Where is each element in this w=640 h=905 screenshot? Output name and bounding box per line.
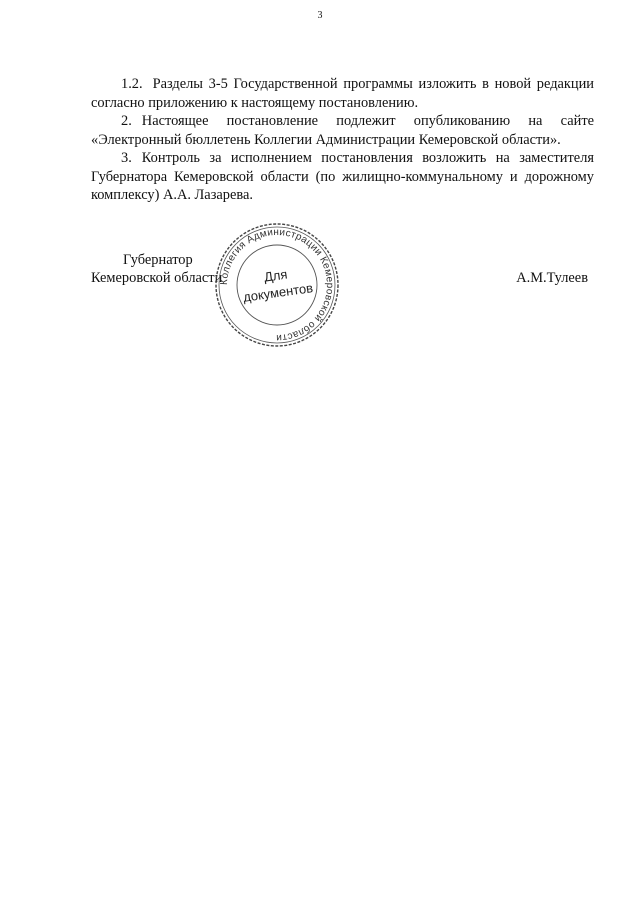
signature-title: Губернатор [123, 252, 193, 268]
paragraph-1 [91, 75, 594, 112]
paragraph-2-text: Настоящее постановление подлежит опубликованию на сайте «Электронный бюллетень Коллегии Администрации Кемеровской области». [91, 113, 594, 148]
official-stamp [214, 222, 340, 348]
paragraph-3-text: Контроль за исполнением постановления возложить на заместителя Губернатора Кемеровской области (по жилищно-коммунальному и дорожному комплексу) А.А. Лазарева. [91, 150, 594, 203]
signature-region: Кемеровской области [91, 270, 223, 286]
stamp-center-line-2: документов [242, 280, 314, 305]
paragraph-3 [91, 149, 594, 205]
document-body [91, 75, 594, 205]
paragraph-2 [91, 112, 594, 149]
paragraph-3-number: 3. [121, 150, 132, 166]
page-number: 3 [317, 10, 323, 21]
stamp-seal-icon [214, 222, 340, 348]
paragraph-1-text: Разделы 3-5 Государственной программы изложить в новой редакции согласно приложению к настоящему постановлению. [91, 76, 594, 111]
signature-name: А.М.Тулеев [516, 270, 588, 286]
stamp-ring-textpath: Коллегия Администрации Кемеровской области [218, 226, 336, 344]
paragraph-1-number: 1.2. [121, 76, 143, 92]
stamp-center-line-1: Для [263, 266, 289, 285]
paragraph-2-number: 2. [121, 113, 132, 129]
